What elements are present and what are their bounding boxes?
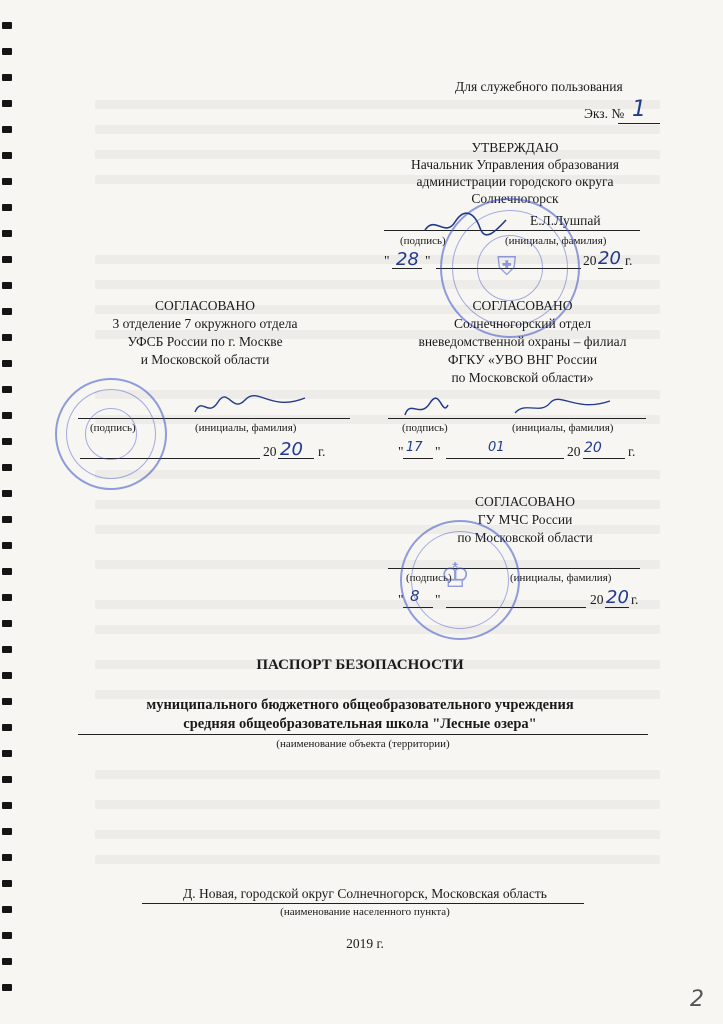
object-name-line-1: муниципального бюджетного общеобразовательного учреждения bbox=[146, 697, 574, 713]
agreed2-line-2: вневедомственной охраны – филиал bbox=[418, 334, 627, 349]
binding-hole bbox=[2, 958, 12, 965]
page-number: 2 bbox=[690, 987, 704, 1012]
agreed1-year-line bbox=[278, 458, 314, 459]
agreed1-initials-caption: (инициалы, фамилия) bbox=[195, 422, 297, 434]
binding-hole bbox=[2, 464, 12, 471]
binding-hole bbox=[2, 828, 12, 835]
approve-signature bbox=[420, 210, 510, 240]
agreed2-year: 20 bbox=[584, 440, 602, 456]
agreed3-line-2: по Московской области bbox=[457, 530, 593, 545]
binding-hole bbox=[2, 802, 12, 809]
show-through-line bbox=[95, 125, 660, 134]
document-year: 2019 г. bbox=[346, 936, 384, 951]
binding-hole bbox=[2, 22, 12, 29]
agreed2-date-q2: " bbox=[435, 444, 441, 459]
approve-line-3: Солнечногорск bbox=[471, 191, 559, 206]
show-through-line bbox=[95, 770, 660, 779]
agreed2-date-q1: " bbox=[398, 444, 404, 459]
object-name-line-2: средняя общеобразовательная школа "Лесные озера" bbox=[183, 716, 537, 732]
agreed2-initials-caption: (инициалы, фамилия) bbox=[512, 422, 614, 434]
binding-hole bbox=[2, 516, 12, 523]
binding-hole bbox=[2, 906, 12, 913]
agreed1-year-suffix: г. bbox=[318, 444, 326, 459]
document-title: ПАСПОРТ БЕЗОПАСНОСТИ bbox=[256, 657, 464, 673]
binding-hole bbox=[2, 308, 12, 315]
binding-hole bbox=[2, 178, 12, 185]
binding-hole bbox=[2, 256, 12, 263]
approve-sign-caption: (подпись) bbox=[400, 235, 446, 247]
binding-hole bbox=[2, 672, 12, 679]
agreed3-year-line bbox=[605, 607, 629, 608]
agreed3-year: 20 bbox=[606, 587, 629, 608]
show-through-line bbox=[95, 855, 660, 864]
agreed1-seal-stamp bbox=[55, 378, 167, 490]
agreed2-signature bbox=[400, 395, 620, 423]
locality-caption: (наименование населенного пункта) bbox=[280, 906, 450, 918]
approve-day: 28 bbox=[396, 249, 419, 270]
approve-year-suffix: г. bbox=[625, 253, 633, 268]
approve-date-q2: " bbox=[425, 253, 431, 268]
binding-hole bbox=[2, 620, 12, 627]
binding-hole bbox=[2, 568, 12, 575]
binding-hole bbox=[2, 48, 12, 55]
agreed3-day: 8 bbox=[410, 587, 420, 605]
agreed3-date-q1: " bbox=[398, 592, 404, 607]
agreed1-signature bbox=[190, 392, 310, 420]
agreed2-line-3: ФГКУ «УВО ВНГ России bbox=[447, 352, 598, 367]
copy-number: 1 bbox=[632, 97, 646, 122]
binding-hole bbox=[2, 334, 12, 341]
approve-year-line bbox=[598, 268, 623, 269]
usage-label: Для служебного пользования bbox=[455, 79, 623, 94]
binding-hole bbox=[2, 750, 12, 757]
approve-line-2: администрации городского округа bbox=[416, 174, 614, 189]
agreed3-initials-caption: (инициалы, фамилия) bbox=[510, 572, 612, 584]
agreed2-sign-caption: (подпись) bbox=[402, 422, 448, 434]
agreed3-year-suffix: г. bbox=[631, 592, 639, 607]
agreed1-line-3: и Московской области bbox=[140, 352, 270, 367]
approve-line-1: Начальник Управления образования bbox=[411, 157, 619, 172]
binding-hole bbox=[2, 438, 12, 445]
approve-year: 20 bbox=[598, 248, 621, 269]
binding-hole bbox=[2, 594, 12, 601]
approve-initials-caption: (инициалы, фамилия) bbox=[505, 235, 607, 247]
agreed1-year-prefix: 20 bbox=[263, 444, 277, 459]
approve-name: Е.Л.Лушпай bbox=[530, 213, 601, 228]
copy-label: Экз. № bbox=[584, 106, 625, 121]
agreed2-year-suffix: г. bbox=[628, 444, 636, 459]
binding-hole bbox=[2, 74, 12, 81]
show-through-line bbox=[95, 800, 660, 809]
agreed3-seal-stamp: ♔ bbox=[400, 520, 520, 640]
binding-hole bbox=[2, 932, 12, 939]
agreed1-line-2: УФСБ России по г. Москве bbox=[127, 334, 283, 349]
approve-seal-stamp: ⛨ bbox=[440, 198, 580, 338]
binding-hole bbox=[2, 230, 12, 237]
binding-hole bbox=[2, 204, 12, 211]
show-through-line bbox=[95, 100, 660, 109]
agreed2-heading: СОГЛАСОВАНО bbox=[472, 298, 573, 313]
agreed3-heading: СОГЛАСОВАНО bbox=[475, 494, 575, 509]
binding-hole bbox=[2, 984, 12, 991]
binding-hole bbox=[2, 100, 12, 107]
binding-hole bbox=[2, 152, 12, 159]
binding-hole bbox=[2, 698, 12, 705]
agreed3-date-q2: " bbox=[435, 592, 441, 607]
locality: Д. Новая, городской округ Солнечногорск, Московская область bbox=[183, 886, 547, 901]
agreed2-month-line bbox=[446, 458, 564, 459]
binding-hole bbox=[2, 646, 12, 653]
agreed3-sign-caption: (подпись) bbox=[406, 572, 452, 584]
show-through-line bbox=[95, 470, 660, 479]
agreed2-month: 01 bbox=[488, 440, 505, 455]
agreed2-year-line bbox=[583, 458, 625, 459]
approve-year-prefix: 20 bbox=[583, 253, 597, 268]
binding-hole bbox=[2, 126, 12, 133]
binding-hole bbox=[2, 386, 12, 393]
copy-number-line bbox=[618, 123, 660, 124]
approve-date-q1: " bbox=[384, 253, 390, 268]
agreed1-heading: СОГЛАСОВАНО bbox=[155, 298, 255, 313]
binding-hole bbox=[2, 282, 12, 289]
binding-hole bbox=[2, 542, 12, 549]
binding-hole bbox=[2, 490, 12, 497]
agreed2-day-line bbox=[403, 458, 433, 459]
agreed1-line-1: 3 отделение 7 окружного отдела bbox=[112, 316, 298, 331]
binding-hole bbox=[2, 412, 12, 419]
agreed3-year-prefix: 20 bbox=[590, 592, 604, 607]
binding-hole bbox=[2, 360, 12, 367]
agreed1-year: 20 bbox=[280, 439, 303, 460]
binding-hole bbox=[2, 854, 12, 861]
object-name-line bbox=[78, 734, 648, 735]
binding-hole bbox=[2, 724, 12, 731]
object-name-caption: (наименование объекта (территории) bbox=[276, 738, 450, 750]
agreed1-sign-caption: (подпись) bbox=[90, 422, 136, 434]
agreed2-year-prefix: 20 bbox=[567, 444, 581, 459]
agreed2-line-4: по Московской области» bbox=[451, 370, 594, 385]
binding-hole bbox=[2, 880, 12, 887]
agreed2-day: 17 bbox=[406, 440, 423, 455]
show-through-line bbox=[95, 830, 660, 839]
locality-line bbox=[142, 903, 584, 904]
agreed2-line-1: Солнечногорский отдел bbox=[454, 316, 591, 331]
binding-strip bbox=[0, 0, 14, 1024]
binding-hole bbox=[2, 776, 12, 783]
approve-heading: УТВЕРЖДАЮ bbox=[471, 140, 559, 155]
show-through-line bbox=[95, 625, 660, 634]
agreed3-line-1: ГУ МЧС России bbox=[477, 512, 573, 527]
